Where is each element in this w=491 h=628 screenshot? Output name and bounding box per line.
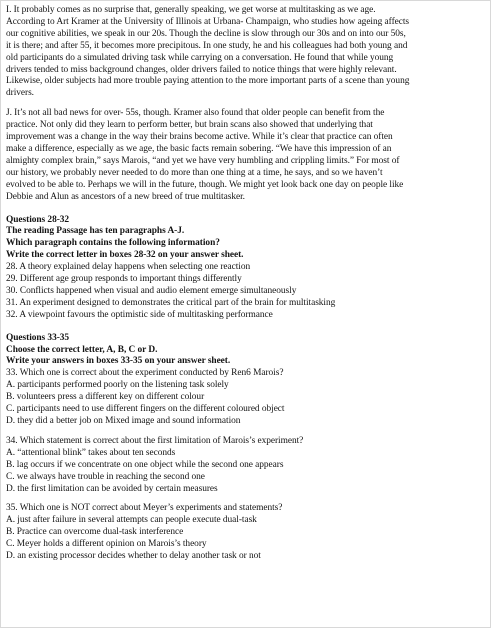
question-33 bbox=[6, 368, 485, 428]
answer-option: A. participants performed poorly on the listening task solely bbox=[6, 380, 229, 391]
answer-option: C. Meyer holds a different opinion on Marois’s theory bbox=[6, 539, 207, 550]
question-list bbox=[6, 262, 485, 322]
questions-33-35-section bbox=[6, 333, 485, 563]
question-item: 31. An experiment designed to demonstrates the critical part of the brain for multitasking bbox=[6, 297, 336, 308]
question-stem: 33. Which one is correct about the experiment conducted by Ren6 Marois? bbox=[6, 368, 284, 379]
question-item: 29. Different age group responds to important things differently bbox=[6, 274, 242, 285]
answer-option: D. an existing processor decides whether to delay another task or not bbox=[6, 551, 261, 562]
questions-28-32-section bbox=[6, 215, 485, 322]
question-item: 32. A viewpoint favours the optimistic side of multitasking performance bbox=[6, 309, 273, 320]
option-list bbox=[6, 448, 485, 496]
option-list bbox=[6, 380, 485, 428]
question-stem: 35. Which one is NOT correct about Meyer’s experiments and statements? bbox=[6, 503, 283, 514]
section-instruction: Write your answers in boxes 33-35 on your answer sheet. bbox=[6, 356, 231, 367]
paragraph-line: Debbie and Alun as ancestors of a new breed of true multitasker. bbox=[6, 191, 245, 202]
section-instruction: Write the correct letter in boxes 28-32 on your answer sheet. bbox=[6, 250, 244, 261]
paragraph-line: it is there; and after 55, it becomes more precipitous. In one study, he and his colleagues had both young and bbox=[6, 40, 408, 51]
paragraph-line: According to Art Kramer at the University of Illinois at Urbana- Champaign, who studies how ageing affects bbox=[6, 16, 410, 27]
answer-option: B. Practice can overcome dual-task interference bbox=[6, 527, 184, 538]
answer-option: C. participants need to use different fingers on the different coloured object bbox=[6, 404, 285, 415]
paragraph-line: our cognitive abilities, we speak in our 20s. Though the decline is slow through our 30s and on into our 50s, bbox=[6, 28, 406, 39]
section-title: Questions 33-35 bbox=[6, 332, 70, 343]
paragraph-line: I. It probably comes as no surprise that, generally speaking, we get worse at multitasking as we age. bbox=[6, 5, 376, 15]
paragraph-j bbox=[6, 108, 485, 203]
section-instruction: Choose the correct letter, A, B, C or D. bbox=[6, 344, 158, 355]
paragraph-line: drivers. bbox=[6, 88, 34, 99]
paragraph-line: old participants do a simulated driving task while carrying on a conversation. He found that while young bbox=[6, 52, 394, 63]
paragraph-line: J. It’s not all bad news for over- 55s, though. Kramer also found that older people can benefit from the bbox=[6, 108, 385, 119]
paragraph-line: practice. Not only did they learn to perform better, but brain scans also showed that underlying that bbox=[6, 120, 373, 131]
answer-option: D. they did a better job on Mixed image and sound information bbox=[6, 416, 241, 426]
paragraph-line: evolved to be able to. Perhaps we will in the future, though. We might yet look back one day on people like bbox=[6, 179, 404, 190]
paragraph-line: improvement was a change in the way their brains become active. While it’s clear that practice can often bbox=[6, 132, 393, 143]
answer-option: A. just after failure in several attempts can people execute dual-task bbox=[6, 515, 257, 526]
paragraph-i bbox=[6, 5, 485, 100]
paragraph-line: our history, we probably never needed to do more than one thing at a time, he says, and so we haven’t bbox=[6, 167, 383, 178]
answer-option: D. the first limitation can be avoided by certain measures bbox=[6, 483, 218, 494]
answer-option: B. lag occurs if we concentrate on one object while the second one appears bbox=[6, 459, 284, 470]
question-item: 30. Conflicts happened when visual and audio element emerge simultaneously bbox=[6, 285, 297, 296]
option-list bbox=[6, 515, 485, 563]
paragraph-line: almighty complex brain,” says Marois, “and yet we have very humbling and crippling limits.” For most of bbox=[6, 155, 400, 166]
question-35 bbox=[6, 503, 485, 563]
paragraph-line: Likewise, older subjects had more trouble paying attention to the more important parts of a scene than young bbox=[6, 76, 410, 87]
answer-option: B. volunteers press a different key on different colour bbox=[6, 392, 205, 403]
section-instruction: Which paragraph contains the following information? bbox=[6, 238, 220, 249]
paragraph-line: drivers tended to miss background changes, older drivers failed to notice things that were highly relevant. bbox=[6, 64, 397, 75]
section-instruction: The reading Passage has ten paragraphs A-J. bbox=[6, 226, 185, 237]
answer-option: C. we always have trouble in reaching the second one bbox=[6, 471, 205, 482]
question-stem: 34. Which statement is correct about the first limitation of Marois’s experiment? bbox=[6, 435, 304, 446]
section-title: Questions 28-32 bbox=[6, 214, 70, 225]
answer-option: A. “attentional blink” takes about ten seconds bbox=[6, 447, 176, 458]
question-item: 28. A theory explained delay happens when selecting one reaction bbox=[6, 262, 251, 273]
paragraph-line: make a difference, especially as we age, the basic facts remain sobering. “We have this impression of an bbox=[6, 143, 392, 154]
question-34 bbox=[6, 436, 485, 496]
